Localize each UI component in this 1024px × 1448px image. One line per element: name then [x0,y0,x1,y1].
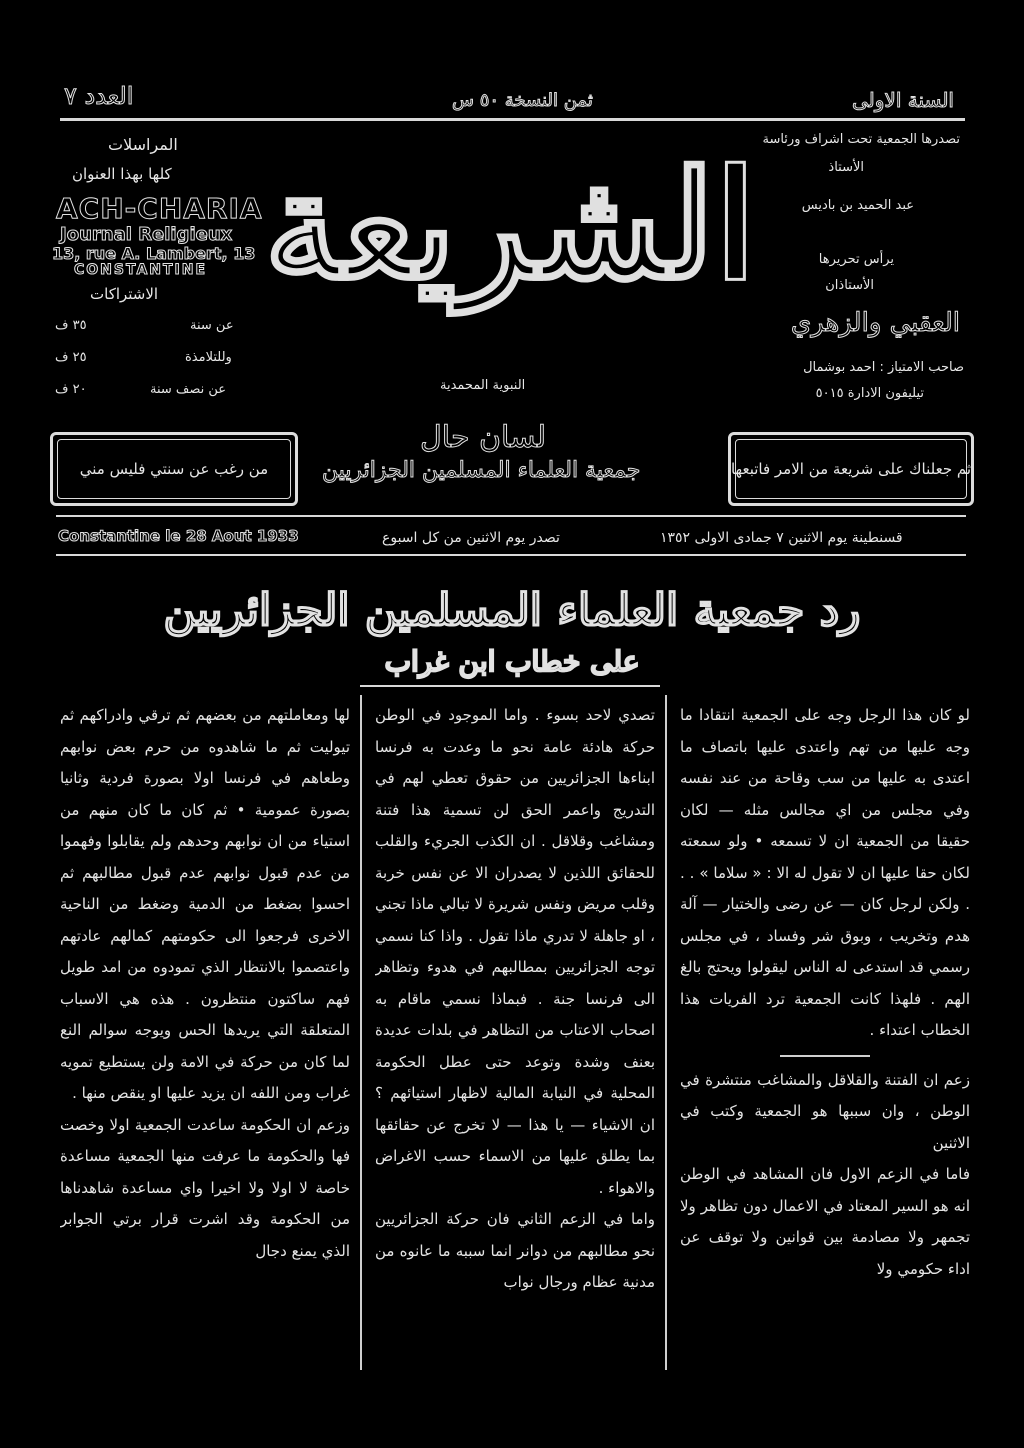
paragraph: تصدي لاحد بسوء . واما الموجود في الوطن حركة هادئة عامة نحو ما وعدت به فرنسا ابناءها الجزائريين من حقوق تعطي لهم في التدريج واعمر الحق لن تسمية هذا فتنة ومشاغب وقلاقل . ان الكذب الجريء والقلب للحقائق اللذين لا يصدران الا عن نفس خربة وقلب مريض ونفس شريرة لا تبالي ماذا تجني ، او جاهلة لا تدري ماذا تقول . واذا كنا نسمي توجه الجزائريين بمطالبهم في هدوء وتظاهر الى فرنسا جنة . فبماذا نسمي ماقام به اصحاب الاعتاب من التظاهر في بلدات عديدة بعنف وشدة وتوعد حتى عطل الحكومة المحلية في النيابة المالية لاظهار استيائهم ؟ ان الاشياء — يا هذا — لا تخرج عن حقائقها بما يطلق عليها من الاسماء حسب الاغراض والاهواء . [375,706,655,1197]
journal-type: Journal Religieux [60,224,233,245]
column-divider [360,695,362,1370]
subscription-price: ٢٥ ف [55,350,87,365]
paragraph: زعم ان الفتنة والقلاقل والمشاغب منتشرة في الوطن ، وان سببها هو الجمعية وكتب في الاثنين [680,1070,970,1152]
dateline-rule-bottom [56,554,966,556]
publisher-line: الأستاذان [825,278,874,293]
paragraph: واما في الزعم الثاني فان حركة الجزائريين نحو مطالبهم من دوانر انما سببه ما عانوه من مدنية عظام ورجال نواب [375,1210,655,1291]
section-divider [780,1055,870,1057]
dateline-weekly: تصدر يوم الاثنين من كل اسبوع [382,530,560,546]
publisher-line: عبد الحميد بن باديس [801,198,914,213]
article-subheadline: على خطاب ابن غراب [384,645,640,678]
publisher-line: تصدرها الجمعية تحت اشراف ورئاسة [762,132,960,147]
publisher-line: صاحب الامتياز : احمد بوشمال [803,360,964,375]
article-headline: رد جمعية العلماء المسلمين الجزائريين [163,585,861,636]
journal-name-latin: ACH-CHARIA [56,192,263,225]
masthead-subtitle: النبوية المحمدية [440,378,526,393]
subscriptions-title: الاشتراكات [90,285,159,303]
subscription-label: وللتلامذة [185,350,232,365]
journal-city: CONSTANTINE [74,262,208,278]
motto-box-left [50,432,298,506]
motto-right: ثم جعلناك على شريعة من الامر فاتبعها [730,460,972,478]
publisher-line: الأستاذ [828,160,864,175]
paragraph: لو كان هذا الرجل وجه على الجمعية انتقادا ما وجه عليها من تهم واعتدى عليها باتصاف ما اعتدى به عليها من سب وقاحة من عند نفسه وفي مجلس من اي مجالس مثله — لكان حقيقا من الجمعية ان لا تسمعه • ولو سمعته لكان حقا عليها ان لا تقول له الا : « سلاما » . . . ولكن لرجل كان — عن رضى والختيار — آلة هدم وتخريب ، وبوق شر وفساد ، في مجلس رسمي قد استدعى له الناس ليقولوا ويحتج بالغ الهم . فلهذا كانت الجمعية ترد الفريات هذا الخطاب اعتداء . [680,706,970,1039]
price-label: ثمن النسخة ٥٠ س [452,90,593,111]
publisher-line: تيليفون الادارة ٥٠١٥ [815,386,924,401]
article-column-middle [375,700,655,1380]
issue-number: العدد ٧ [64,82,134,110]
article-column-left [60,700,350,1380]
publisher-line: يرأس تحريرها [818,252,894,267]
emblem-line2: جمعية العلماء المسلمين الجزائريين [322,458,641,483]
motto-left: من رغب عن سنتي فليس مني [79,460,269,478]
dateline-latin: Constantine le 28 Aout 1933 [58,527,299,545]
article-column-right [680,700,970,1380]
correspondence-title: المراسلات [108,135,178,154]
dateline-arabic: قسنطينة يوم الاثنين ٧ جمادى الاولى ١٣٥٢ [660,530,903,546]
subscription-price: ٣٥ ف [55,318,87,333]
subscription-label: عن سنة [190,318,234,333]
paragraph: لها ومعاملتهم من بعضهم ثم ترقي وادراكهم ثم تيوليت ثم ما شاهدوه من حرم بعض نوابهم وطعاهم في فرنسا اولا بصورة فردية وثانيا بصورة عمومية • ثم كان ما كان منهم من استياء من ان نوابهم وحدهم ولم يقابلوا وفهموا من عدم قبول نوابهم عدم قبول مطالبهم ثم احسوا بضغط من الدمية وضغط من الناحية الاخرى فرجعوا الى حكومتهم كمالهم عادتهم واعتصموا بالانتظار الذي تمودوه من امد طويل فهم ساكتون منتظرون . هذه هي الاسباب المتعلقة التي يريدها الحس ويوجه سوالم النع لما كان من حركة في الامة ولن يستطيع تمويه غراب ومن اللفه ان يزيد عليها او ينقص منها . [60,706,350,1102]
year-label: السنة الاولى [852,88,954,112]
paragraph: فاما في الزعم الاول فان المشاهد في الوطن انه هو السير المعتاد في الاعمال دون تظاهر ولا تجمهر ولا مصادمة بين قوانين ولا توقف عن اداء حكومي ولا [680,1165,970,1278]
paragraph: وزعم ان الحكومة ساعدت الجمعية اولا وخصت فها والحكومة ما عرفت منها الجمعية مساعدة خاصة لا اولا ولا اخيرا واي مساعدة شاهدناها من الحكومة وقد اشرت قرار برتي الجوابر الذي يمنع دجال [60,1115,350,1260]
subscription-label: عن نصف سنة [150,382,227,397]
dateline-rule-top [56,515,966,517]
journal-address: 13, rue A. Lambert, 13 [52,244,256,263]
headline-underline [360,685,660,687]
motto-box-right [728,432,974,506]
emblem-line1: لسان حال [420,420,547,455]
publisher-line: العقبي والزهري [790,308,960,338]
column-divider [665,695,667,1370]
masthead-title: الشريعة [264,138,756,312]
correspondence-note: كلها بهذا العنوان [72,165,172,183]
header-rule [60,118,965,121]
subscription-price: ٢٠ ف [55,382,87,397]
